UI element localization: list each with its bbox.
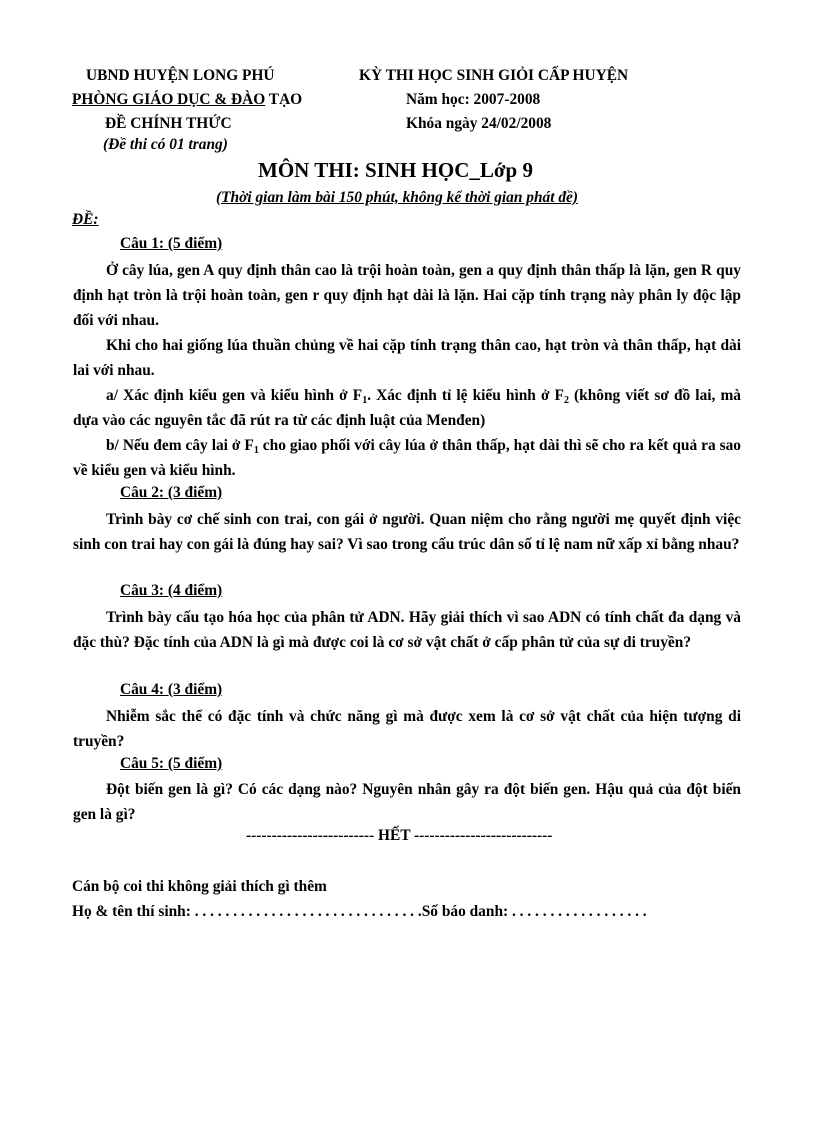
candidate-info-line: Họ & tên thí sinh: . . . . . . . . . . . . . . . . . . . . . . . . . . . . . .Số báo danh: . . . . . . . . . . . . . . . . . . <box>72 903 647 920</box>
part-a-text-2: . Xác định tỉ lệ kiểu hình ở F <box>367 387 564 404</box>
page-count-note: (Đề thi có 01 trang) <box>103 136 228 153</box>
part-a-subscript-1: 1 <box>362 395 368 406</box>
department-name <box>72 91 302 109</box>
part-b-subscript-1: 1 <box>253 445 259 456</box>
authority-name: UBND HUYỆN LONG PHÚ <box>86 67 275 84</box>
exam-name: KỲ THI HỌC SINH GIỎI CẤP HUYỆN <box>359 67 629 84</box>
part-a-subscript-2: 2 <box>563 395 569 406</box>
question-2-heading: Câu 2: (3 điểm) <box>120 484 223 501</box>
school-year: Năm học: 2007-2008 <box>406 91 541 108</box>
part-a-text-1: a/ Xác định kiểu gen và kiểu hình ở F <box>106 387 363 404</box>
end-marker: ------------------------- HẾT --------------------------- <box>246 827 553 844</box>
question-1-heading: Câu 1: (5 điểm) <box>120 235 223 252</box>
question-3-paragraph: Trình bày cấu tạo hóa học của phân tử ADN. Hãy giải thích vì sao ADN có tính chất đa dạng và đặc thù? Đặc tính của ADN là gì mà được coi là cơ sở vật chất ở cấp phân tử của sự di truyền? <box>73 609 741 651</box>
question-2-paragraph: Trình bày cơ chế sinh con trai, con gái ở người. Quan niệm cho rằng người mẹ quyết định việc sinh con trai hay con gái là đúng hay sai? Vì sao trong cấu trúc dân số tỉ lệ nam nữ xấp xỉ bằng nhau? <box>73 511 741 553</box>
proctor-note: Cán bộ coi thi không giải thích gì thêm <box>72 878 327 895</box>
exam-date: Khóa ngày 24/02/2008 <box>406 115 552 132</box>
question-1-part-a <box>73 383 741 433</box>
official-exam-label: ĐỀ CHÍNH THỨC <box>105 115 232 132</box>
part-a-text-3: (không viết sơ đồ lai, mà dựa vào các nguyên tắc đã rút ra từ các định luật của Menđen) <box>73 387 742 429</box>
question-1-paragraph-2: Khi cho hai giống lúa thuần chủng về hai cặp tính trạng thân cao, hạt tròn và thân thấp, hạt dài lai với nhau. <box>73 337 741 379</box>
question-5-paragraph: Đột biến gen là gì? Có các dạng nào? Nguyên nhân gây ra đột biến gen. Hậu quả của đột biến gen là gì? <box>73 781 741 823</box>
part-b-text-1: b/ Nếu đem cây lai ở F <box>106 437 254 454</box>
department-name-underlined: PHÒNG GIÁO DỤC & ĐÀO <box>72 91 266 108</box>
question-4-heading: Câu 4: (3 điểm) <box>120 681 223 698</box>
question-1-paragraph-1: Ở cây lúa, gen A quy định thân cao là trội hoàn toàn, gen a quy định thân thấp là lặn, gen R quy định hạt tròn là trội hoàn toàn, gen r quy định hạt dài là lặn. Hai cặp tính trạng này phân ly độc lập đối với nhau. <box>73 262 741 329</box>
time-note: (Thời gian làm bài 150 phút, không kể thời gian phát đề) <box>216 189 579 206</box>
question-1-part-b <box>73 433 741 483</box>
question-5-heading: Câu 5: (5 điểm) <box>120 755 223 772</box>
question-3-heading: Câu 3: (4 điểm) <box>120 582 223 599</box>
department-name-rest: TẠO <box>265 91 303 108</box>
part-b-text-2: cho giao phối với cây lúa ở thân thấp, hạt dài thì sẽ cho ra kết quả ra sao về kiểu gen và kiểu hình. <box>73 437 742 479</box>
subject-title: MÔN THI: SINH HỌC_Lớp 9 <box>258 158 533 182</box>
question-4-paragraph: Nhiễm sắc thể có đặc tính và chức năng gì mà được xem là cơ sở vật chất của hiện tượng di truyền? <box>73 708 741 750</box>
de-label: ĐỀ: <box>72 211 99 228</box>
